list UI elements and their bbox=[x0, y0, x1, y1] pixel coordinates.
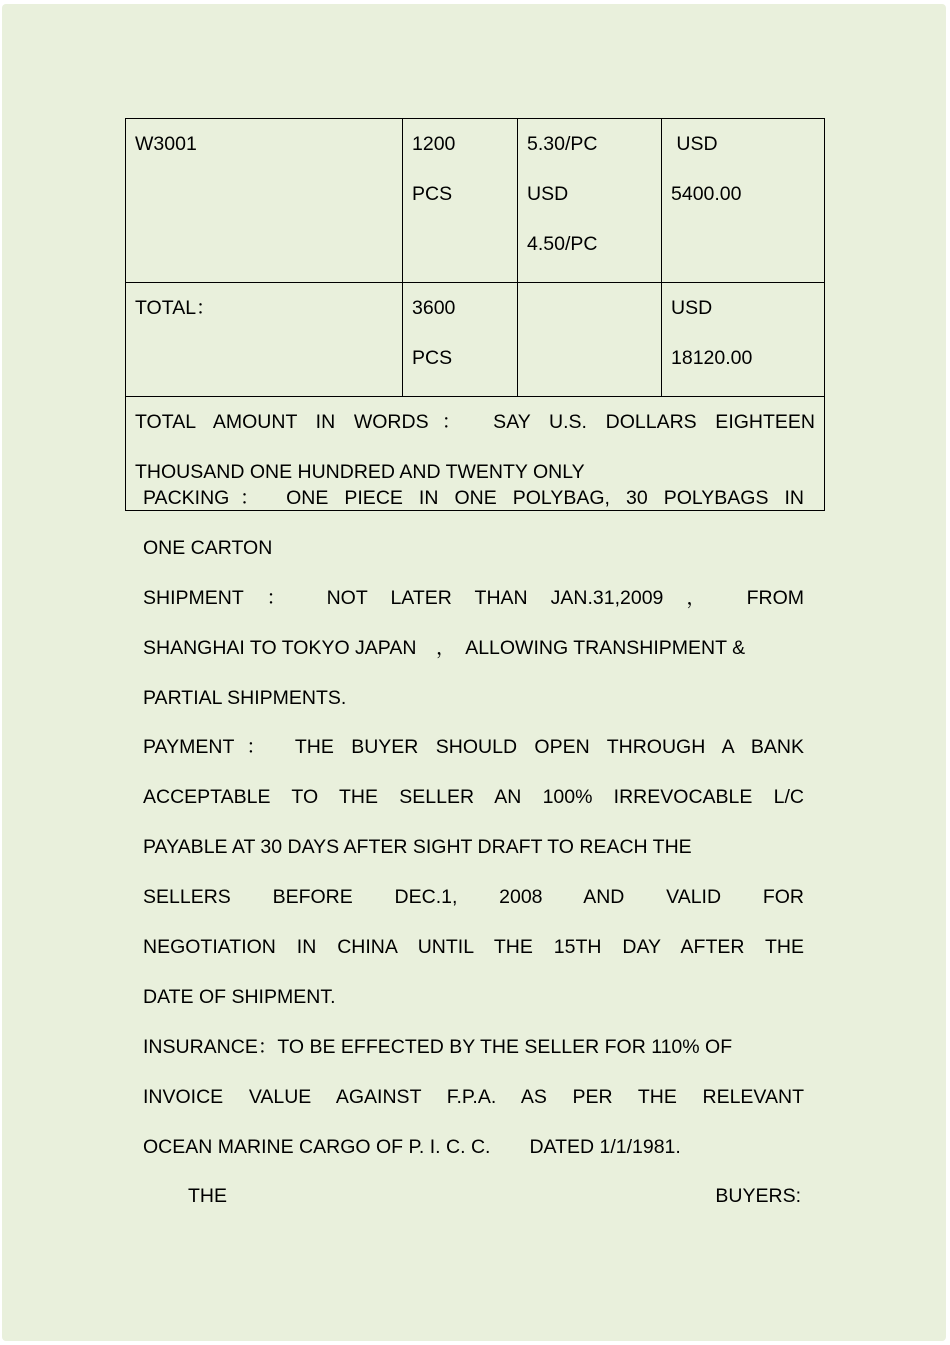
signature-line bbox=[188, 1185, 801, 1208]
signature-the: THE bbox=[188, 1185, 227, 1207]
shipment-clause: SHIPMENT ： NOT LATER THAN JAN.31,2009 ， FROM SHANGHAI TO TOKYO JAPAN ， ALLOWING TRANSHIPMENT & PARTIAL SHIPMENTS. bbox=[143, 586, 804, 709]
insurance-clause: INSURANCE：TO BE EFFECTED BY THE SELLER FOR 110% OF INVOICE VALUE AGAINST F.P.A. AS PER THE RELEVANT OCEAN MARINE CARGO OF P. I. C. C. DATED 1/1/1981. bbox=[143, 1035, 804, 1158]
contract-terms bbox=[143, 486, 804, 1184]
payment-clause: PAYMENT： THE BUYER SHOULD OPEN THROUGH A BANK ACCEPTABLE TO THE SELLER AN 100% IRREVOCABLE L/C PAYABLE AT 30 DAYS AFTER SIGHT DRAFT TO REACH THE SELLERS BEFORE DEC.1, 2008 AND VALID FOR NEGOTIATION IN CHINA UNTIL THE 15TH DAY AFTER THE DATE OF SHIPMENT. bbox=[143, 736, 804, 1008]
amount-cell: USD 5400.00 bbox=[662, 119, 825, 283]
table-row-total bbox=[126, 283, 825, 397]
total-label-cell: TOTAL： bbox=[126, 283, 403, 397]
amount-in-words-cell: TOTAL AMOUNT IN WORDS： SAY U.S. DOLLARS EIGHTEEN THOUSAND ONE HUNDRED AND TWENTY ONLY bbox=[126, 397, 825, 511]
goods-table-container bbox=[125, 118, 823, 511]
style-cell: W3001 bbox=[126, 119, 403, 283]
total-amount-cell: USD 18120.00 bbox=[662, 283, 825, 397]
quantity-cell: 1200 PCS bbox=[403, 119, 518, 283]
total-quantity-cell: 3600 PCS bbox=[403, 283, 518, 397]
packing-clause: PACKING： ONE PIECE IN ONE POLYBAG, 30 POLYBAGS IN ONE CARTON bbox=[143, 487, 804, 559]
goods-table bbox=[125, 118, 825, 511]
signature-buyers: BUYERS: bbox=[715, 1185, 801, 1207]
unit-price-cell: 5.30/PC USD 4.50/PC bbox=[518, 119, 662, 283]
table-row bbox=[126, 119, 825, 283]
total-price-cell bbox=[518, 283, 662, 397]
